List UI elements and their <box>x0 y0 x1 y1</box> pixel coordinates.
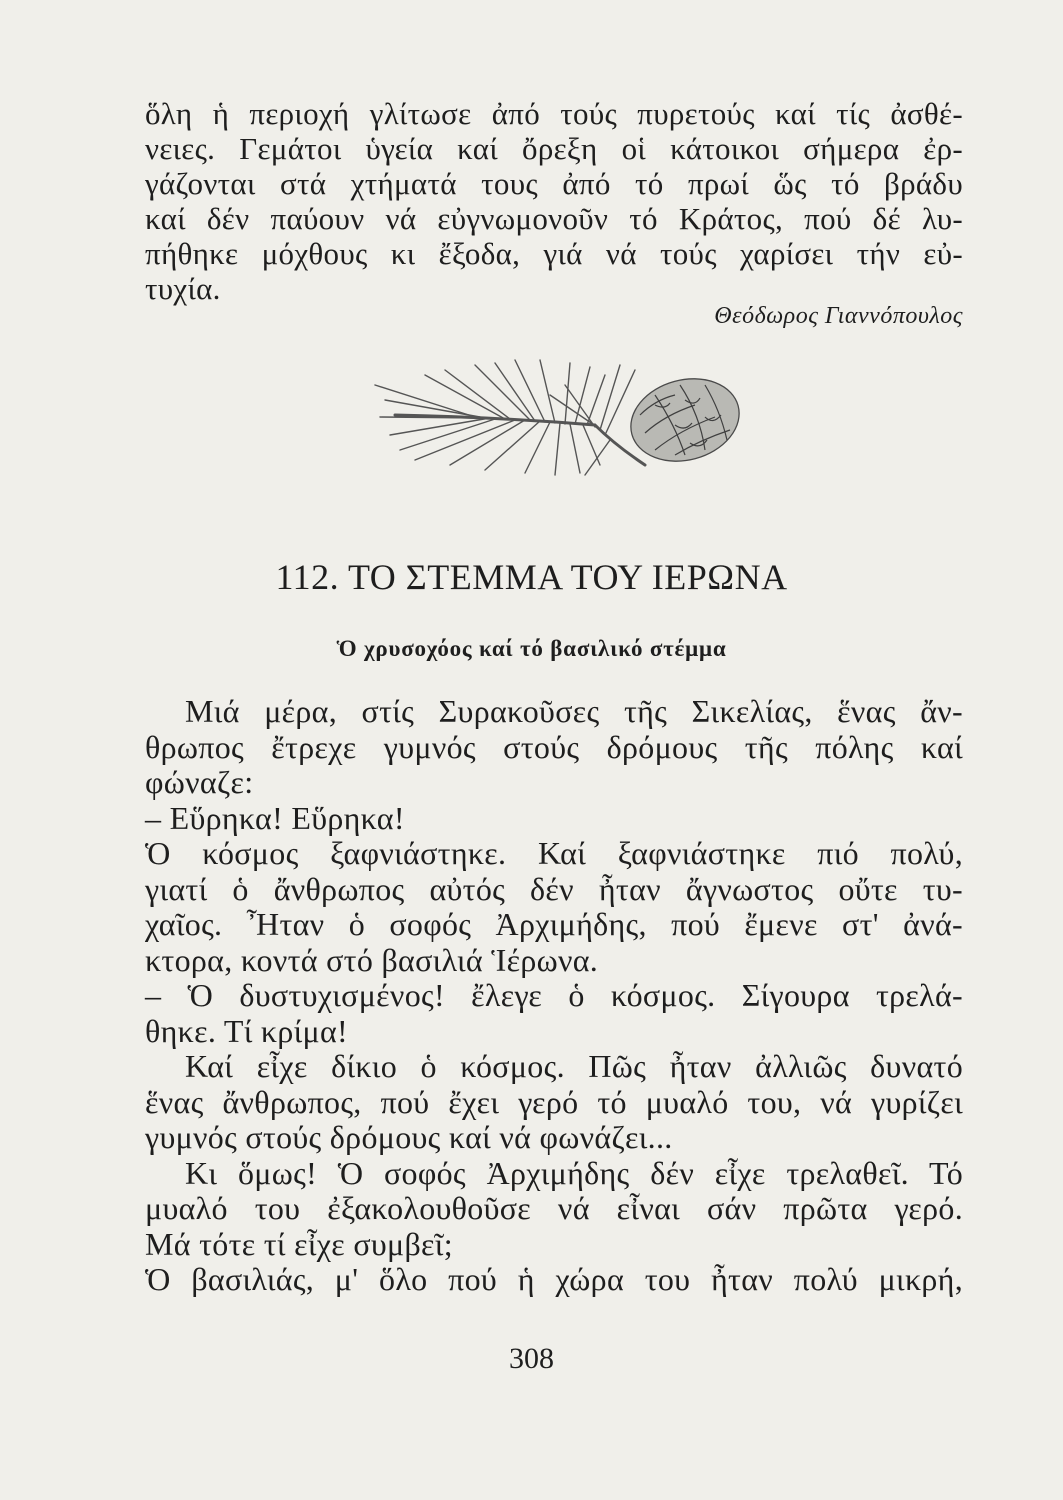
text-line: χαῖος. Ἦταν ὁ σοφός Ἀρχιμήδης, πού ἔμενε στ' ἀνά- <box>145 906 963 942</box>
text-line: Ὁ βασιλιάς, μ' ὅλο πού ἡ χώρα του ἦταν πολύ μικρή, <box>145 1261 963 1297</box>
text-line: – Ὁ δυστυχισμένος! ἔλεγε ὁ κόσμος. Σίγουρα τρελά- <box>145 977 963 1013</box>
text-line: Καί εἶχε δίκιο ὁ κόσμος. Πῶς ἦταν ἀλλιῶς δυνατό <box>185 1048 963 1084</box>
author-signature: Θεόδωρος Γιαννόπουλος <box>714 303 963 329</box>
text-line: ὅλη ἡ περιοχή γλίτωσε ἀπό τούς πυρετούς καί τίς ἀσθέ- <box>145 96 963 131</box>
text-line: νειες. Γεμάτοι ὑγεία καί ὄρεξη οἱ κάτοικοι σήμερα ἐρ- <box>145 131 963 166</box>
text-line: κτορα, κοντά στό βασιλιά Ἱέρωνα. <box>145 941 599 978</box>
page-number: 308 <box>509 1342 554 1375</box>
text-line: Μιά μέρα, στίς Συρακοῦσες τῆς Σικελίας, ἕνας ἄν- <box>185 693 963 729</box>
text-line: Ὁ κόσμος ξαφνιάστηκε. Καί ξαφνιάστηκε πιό πολύ, <box>145 835 963 871</box>
text-line: τυχία. <box>145 271 221 306</box>
chapter-subtitle: Ὁ χρυσοχόος καί τό βασιλικό στέμμα <box>336 636 727 661</box>
text-line: Κι ὅμως! Ὁ σοφός Ἀρχιμήδης δέν εἶχε τρελαθεῖ. Τό <box>185 1154 963 1191</box>
text-line: πήθηκε μόχθους κι ἔξοδα, γιά νά τούς χαρίσει τήν εὐ- <box>145 236 963 271</box>
body-text <box>145 694 963 1298</box>
text-line: καί δέν παύουν νά εὐγνωμονοῦν τό Κράτος, πού δέ λυ- <box>145 201 963 236</box>
text-line: θηκε. Τί κρίμα! <box>145 1012 348 1049</box>
text-line: ἕνας ἄνθρωπος, πού ἔχει γερό τό μυαλό του, νά γυρίζει <box>145 1083 963 1120</box>
text-line: γιατί ὁ ἄνθρωπος αὐτός δέν ἦταν ἄγνωστος οὔτε τυ- <box>145 870 963 907</box>
chapter-title: 112. ΤΟ ΣΤΕΜΜΑ ΤΟΥ ΙΕΡΩΝΑ <box>275 557 788 597</box>
top-paragraph <box>145 96 963 306</box>
text-line: γάζονται στά χτήματά τους ἀπό τό πρωί ὥς τό βράδυ <box>145 166 963 201</box>
text-line: μυαλό του ἐξακολουθοῦσε νά εἶναι σάν πρῶτα γερό. <box>145 1190 963 1226</box>
text-line: γυμνός στούς δρόμους καί νά φωνάζει... <box>145 1119 673 1155</box>
text-line: Μά τότε τί εἶχε συμβεῖ; <box>145 1225 453 1262</box>
text-line: φώναζε: <box>145 764 254 800</box>
text-line: – Εὕρηκα! Εὕρηκα! <box>145 799 405 836</box>
text-line: θρωπος ἔτρεχε γυμνός στούς δρόμους τῆς πόλης καί <box>145 728 963 765</box>
pine-branch-cone-icon <box>355 355 755 480</box>
